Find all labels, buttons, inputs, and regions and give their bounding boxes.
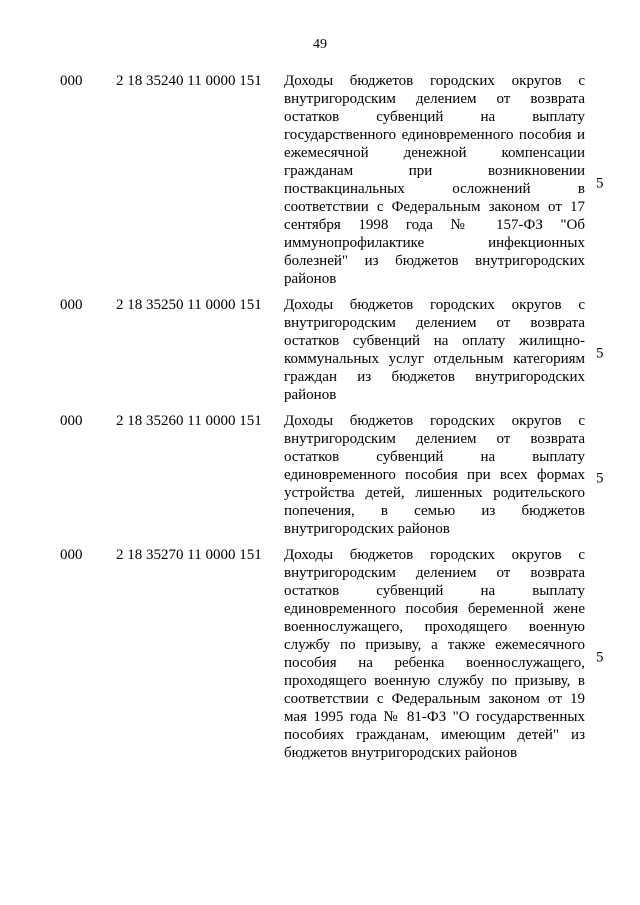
table-row <box>0 546 640 762</box>
admin-code: 000 <box>60 73 83 89</box>
normative-value: 5 <box>596 175 604 192</box>
income-description: Доходы бюджетов городских округов с внутригородским делением от возврата остатков субвенций на выплату государственного единовременного пособия и ежемесячной денежной компенсации гражданам при возникновении поствакцинальных осложнений в соответствии с Федеральным законом от 17 сентября 1998 года № 157-ФЗ "Об иммунопрофилактике инфекционных болезней" из бюджетов внутригородских районов <box>284 73 585 287</box>
income-description: Доходы бюджетов городских округов с внутригородским делением от возврата остатков субвенций на оплату жилищно-коммунальных услуг отдельным категориям граждан из бюджетов внутригородских районов <box>284 297 585 403</box>
admin-code: 000 <box>60 297 83 313</box>
admin-code: 000 <box>60 547 83 563</box>
normative-value: 5 <box>596 345 604 362</box>
budget-classification-code: 2 18 35240 11 0000 151 <box>116 73 262 89</box>
table-row <box>0 412 640 538</box>
table-row <box>0 296 640 404</box>
page-number: 49 <box>313 37 327 52</box>
budget-table <box>0 72 640 762</box>
budget-classification-code: 2 18 35260 11 0000 151 <box>116 413 262 429</box>
table-row <box>0 72 640 288</box>
income-description: Доходы бюджетов городских округов с внутригородским делением от возврата остатков субвенций на выплату единовременного пособия при всех формах устройства детей, лишенных родительского попечения, в семью из бюджетов внутригородских районов <box>284 413 585 537</box>
admin-code: 000 <box>60 413 83 429</box>
budget-classification-code: 2 18 35250 11 0000 151 <box>116 297 262 313</box>
income-description: Доходы бюджетов городских округов с внутригородским делением от возврата остатков субвенций на выплату единовременного пособия беременной жене военнослужащего, проходящего военную службу по призыву, а также ежемесячного пособия на ребенка военнослужащего, проходящего военную службу по призыву, в соответствии с Федеральным законом от 19 мая 1995 года № 81-ФЗ "О государственных пособиях гражданам, имеющим детей" из бюджетов внутригородских районов <box>284 547 585 761</box>
budget-classification-code: 2 18 35270 11 0000 151 <box>116 547 262 563</box>
normative-value: 5 <box>596 649 604 666</box>
normative-value: 5 <box>596 470 604 487</box>
